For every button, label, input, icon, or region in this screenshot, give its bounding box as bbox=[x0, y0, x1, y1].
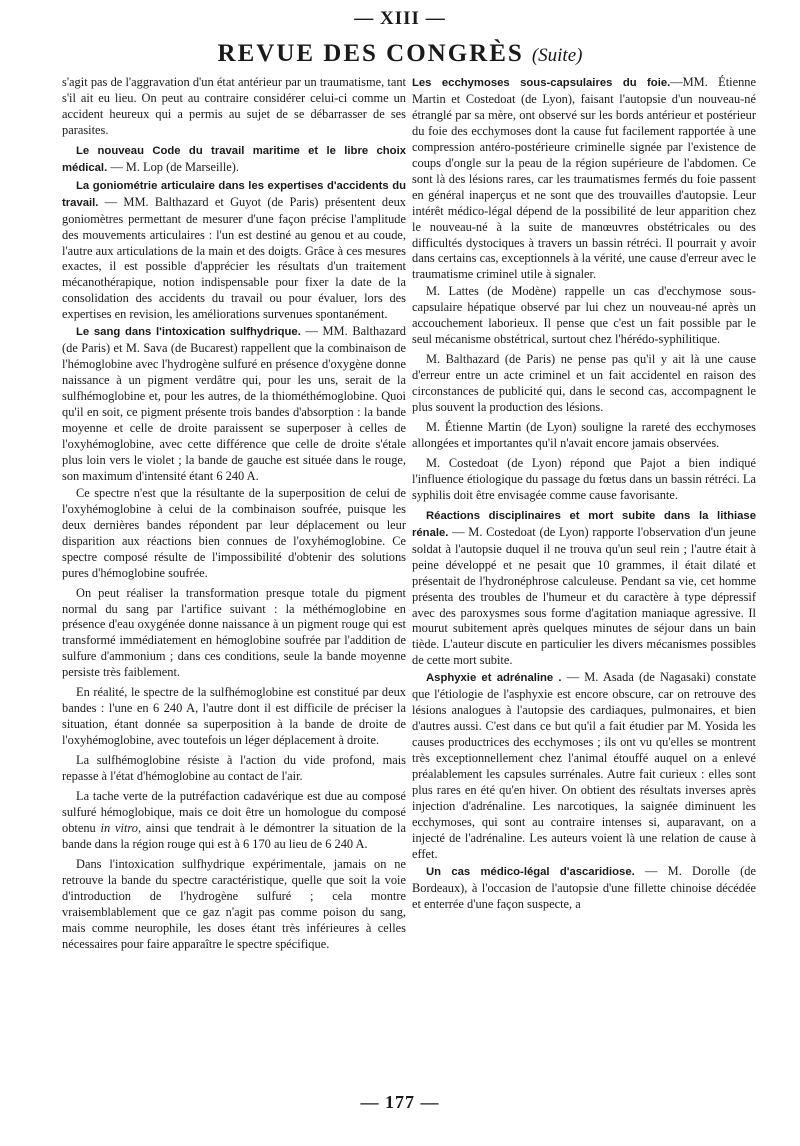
page-number: — 177 — bbox=[360, 1092, 440, 1112]
entry-sulfhydric-blood bbox=[62, 324, 406, 485]
continuation-label: (Suite) bbox=[531, 45, 583, 66]
entry-maritime-code bbox=[62, 143, 406, 177]
entry-goniometry bbox=[62, 178, 406, 324]
italic-term: in vitro bbox=[100, 820, 138, 835]
paragraph: On peut réaliser la transformation presque totale du pigment normal du sang par l'artifice suivant : la méthémoglobine en présence d'eau oxygénée donne naissance à un pigment rouge qui est transformé immédiatement en hémoglobine soufrée par l'addition de sulfure d'ammonium ; dans ces conditions, seule la bande moyenne persiste très faiblement. bbox=[62, 585, 406, 680]
entry-renal-lithiasis bbox=[412, 508, 756, 670]
paragraph: Ce spectre n'est que la résultante de la superposition de celui de l'oxyhémoglobine à celui de la combinaison soufrée, puisque les deux dernières bandes répondent par leur déplacement ou leur disparition aux réactions bien connues de l'oxyhémoglobine. Ce spectre composé résulte de l'impossibilité d'obtenir des solutions pures d'hémoglobine soufrée. bbox=[62, 485, 406, 580]
paragraph: M. Étienne Martin (de Lyon) souligne la rareté des ecchymoses allongées et importantes qu'il n'avait encore jamais observées. bbox=[412, 420, 756, 450]
text-run: La tache verte de la putréfaction cadavérique est due au composé sulfuré hémoglobique, mais ce doit être un homologue du composé obtenu bbox=[62, 788, 406, 835]
entry-body: —MM. Étienne Martin et Costedoat (de Lyon), faisant l'autopsie d'un nouveau-né étranglé par sa mère, ont observé sur les bords antérieur et postérieur du foie des ecchymoses dont la cause fut facilement rapportée à une compression antéro-postérieure criminelle signée par l'existence de coups d'ongle sur la peau de la région supérieure de l'abdomen. Ce sont là des lésions rares, car les traumatismes fermés du foie passent en général inaperçus et ne sont que des trouvailles d'autopsie. Leur intérêt médico-légal dépend de la possibilité de leur apparition chez le nouveau-né à la suite de manœuvres obstétricales ou des difficultés dystociques à travers un bassin rétréci. Il pourrait y avoir dans certains cas, exceptionnels à la vérité, une cause d'erreur avec le traumatisme criminel utile à signaler. bbox=[412, 75, 757, 282]
left-column bbox=[62, 75, 406, 957]
paragraph: M. Balthazard (de Paris) ne pense pas qu'il y ait là une cause d'erreur entre un acte criminel et un fait accidentel en raison des circonstances de publicité qui, dans le second cas, accompagnent le plus souvent la production des lésions. bbox=[412, 352, 756, 415]
entry-body: — M. Costedoat (de Lyon) rapporte l'observation d'un jeune soldat à l'autopsie duquel il ne trouva qu'un seul rein ; l'autre était à peine développé et ne pesait que 10 grammes, il était dilaté et présentait de l'hydronéphrose calculeuse. Pendant sa vie, cet homme présenta des troubles de l'humeur et du caractère à type dépressif avec des paroxysmes sous forme d'agitation maniaque agressive. Il mourut subitement après quelques minutes de séjour dans un bain tiède. L'auteur discute en particulier les divers mécanismes possibles de cette mort subite. bbox=[412, 524, 756, 668]
entry-liver-ecchymoses bbox=[412, 75, 756, 283]
text-run: , ainsi que tendrait à le démontrer la situation de la bande dans la région rouge qui est à 6 170 au lieu de 6 240 A. bbox=[62, 820, 406, 851]
entry-heading: Le nouveau Code du travail maritime et le libre choix médical. bbox=[62, 144, 406, 174]
entry-asphyxia-adrenaline bbox=[412, 670, 756, 862]
paragraph: M. Costedoat (de Lyon) répond que Pajot a bien indiqué l'influence étiologique du passage du fœtus dans un bassin rétréci. La syphilis doit être envisagée comme cause favorisante. bbox=[412, 455, 756, 502]
paragraph: En réalité, le spectre de la sulfhémoglobine est constitué par deux bandes : l'une en 6 240 A, l'autre dont il est difficile de préciser la situation, étant donnée sa superposition à la bande de droite de l'oxyhémoglobine, avec toutefois un léger déplacement à droite. bbox=[62, 685, 406, 748]
entry-body: — MM. Balthazard (de Paris) et M. Sava (de Bucarest) rappellent que la combinaison de l'hémoglobine avec l'hydrogène sulfuré en présence d'oxygène donne naissance à un pigment verdâtre qui, pour les uns, serait de la sulfhémoglobine et, pour les autres, de la thiométhémoglobine. Quoi qu'il en soit, ce pigment présente trois bandes d'absorption : la bande moyenne et celle de droite paraissent se superposer à celles de l'oxyhémoglobine, avec cette différence que celle de droite s'étale plus loin vers le violet ; la bande de gauche est située dans le rouge, son maximum d'intensité étant 6 240 A. bbox=[62, 324, 406, 483]
running-header bbox=[0, 40, 800, 68]
journal-section-title: REVUE DES CONGRÈS bbox=[217, 40, 524, 67]
right-column bbox=[412, 75, 756, 914]
entry-heading: Les ecchymoses sous-capsulaires du foie. bbox=[412, 77, 671, 89]
entry-heading: Réactions disciplinaires et mort subite dans la lithiase rénale. bbox=[412, 509, 756, 539]
roman-page-number: — XIII — bbox=[354, 8, 446, 29]
entry-heading: Le sang dans l'intoxication sulfhydrique. bbox=[76, 326, 301, 339]
entry-heading: Un cas médico-légal d'ascaridiose. bbox=[426, 865, 635, 878]
paragraph-continued: s'agit pas de l'aggravation d'un état antérieur par un traumatisme, tant s'il ait eu lieu. On peut au contraire considérer celui-ci comme un accident heureux qui a permis au sujet de se débarrasser de ses parasites. bbox=[62, 75, 406, 137]
paragraph-in-vitro bbox=[62, 789, 406, 853]
paragraph: M. Lattes (de Modène) rappelle un cas d'ecchymose sous-capsulaire hépatique observé par lui chez un nouveau-né après un accouchement laborieux. Il pense que c'est un fait possible par le seul mécanisme obstétrical, surtout chez l'hérédo-syphilitique. bbox=[412, 284, 756, 347]
entry-body: — M. Lop (de Marseille). bbox=[107, 159, 240, 174]
entry-heading: Asphyxie et adrénaline . bbox=[426, 672, 562, 685]
paragraph: La sulfhémoglobine résiste à l'action du vide profond, mais repasse à l'état d'hémoglobine au contact de l'air. bbox=[62, 753, 406, 784]
paragraph: Dans l'intoxication sulfhydrique expérimentale, jamais on ne retrouve la bande du spectre caractéristique, quelle que soit la voie d'introduction de l'hydrogène sulfuré ; cela montre vraisemblablement que ce gaz n'agit pas comme poison du sang, mais comme neurophile, les doses étant très inférieures à celles nécessaires pour faire apparaître le spectre spécifique. bbox=[62, 856, 406, 951]
entry-heading: La goniométrie articulaire dans les expertises d'accidents du travail. bbox=[62, 179, 406, 209]
entry-ascaridiosis bbox=[412, 864, 756, 913]
entry-body: — M. Asada (de Nagasaki) constate que l'étiologie de l'asphyxie est encore obscure, car on retrouve des lésions analogues à l'autopsie des cardiaques, pulmonaires, et bien d'autres aussi. C'est dans ce but qu'il a fait étudier par M. Yosida les causes productrices des ecchymoses ; ils ont vu qu'elles se montrent très exceptionnellement chez l'animal étouffé auquel on a enlevé préalablement les capsules surrénales. Autre fait curieux : elles sont plus rares en été qu'en hiver. On obtient des résultats inverses après injection d'adrénaline. Les narcotiques, la saignée diminuent les ecchymoses, qui sont au contraire intenses si, auparavant, on a injecté de l'adrénaline. Les auteurs voient là une relation de cause à effet. bbox=[412, 670, 756, 861]
entry-body: — MM. Balthazard et Guyot (de Paris) présentent deux goniomètres permettant de mesurer d'une façon précise l'amplitude des mouvements articulaires : l'un est destiné au genou et au coude, l'autre aux articulations de la main et des doigts. Grâce à ces mesures exactes, il est possible d'apprécier les résultats d'un traitement mécanothérapique, notion indispensable pour fixer la date de la consolidation des accidents du travail ou pour évaluer, lors des expertises en revision, les améliorations survenues spontanément. bbox=[62, 194, 406, 322]
entry-body: — M. Dorolle (de Bordeaux), à l'occasion de l'autopsie d'une fillette chinoise décédée et enterrée d'une façon suspecte, a bbox=[412, 863, 756, 911]
